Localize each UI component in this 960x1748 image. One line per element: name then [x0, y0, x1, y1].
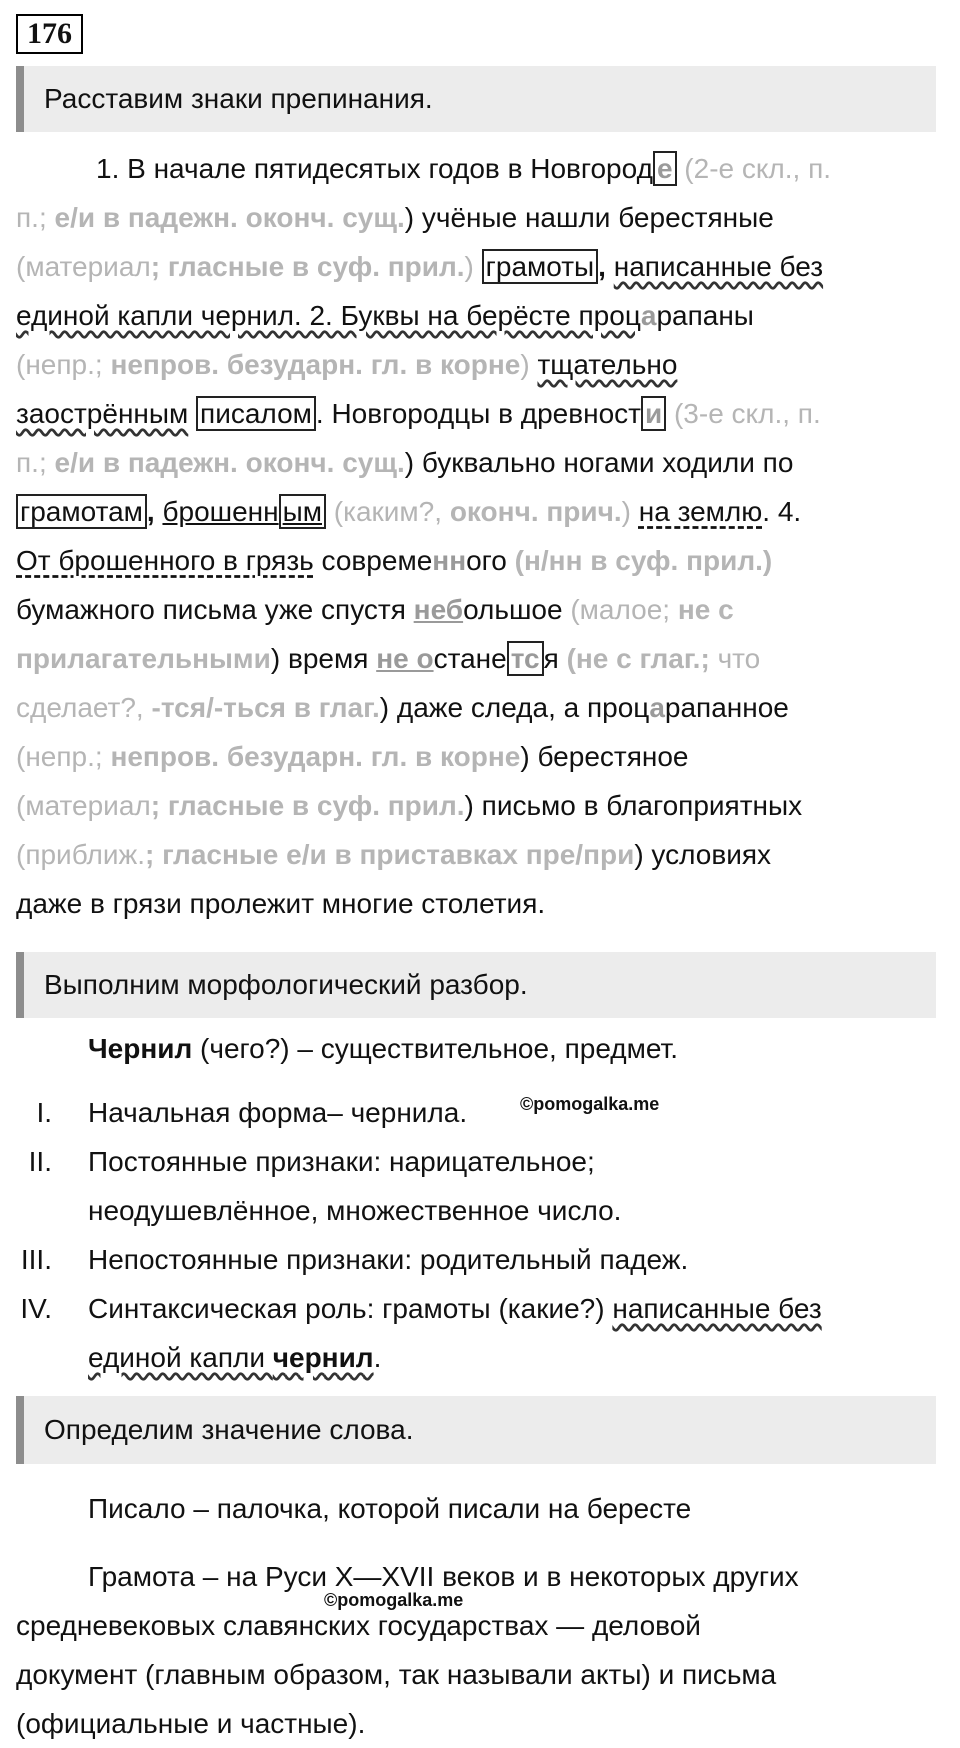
text-line-16: даже в грязи пролежит многие столетия.	[16, 888, 546, 919]
text-line-1: 1. В начале пятидесятых годов в Новгород е (2-е скл., п.	[96, 153, 832, 184]
item-text-4: Синтаксическая роль: грамоты (какие?) написанные без	[88, 1293, 822, 1324]
text-line-8: грамотам , брошенн ым (каким?, оконч. прич.) на землю. 4.	[16, 487, 946, 536]
text-line-7: п.; е/и в падежн. оконч. сущ.) буквально ногами ходили по	[16, 447, 794, 478]
section-header-punctuation: Расставим знаки препинания.	[16, 66, 936, 132]
item-num-4: IV.	[20, 1293, 52, 1324]
text-line-6: заострённым писалом . Новгородцы в древност и (3-е скл., п.	[16, 398, 821, 429]
definition-gramota-1: Грамота – на Руси X—XVII веков и в некоторых других	[88, 1561, 799, 1592]
text-line-5: (непр.; непров. безударн. гл. в корне) тщательно	[16, 349, 678, 380]
item-num-1: I.	[36, 1097, 52, 1128]
text-line-2: п.; е/и в падежн. оконч. сущ.) учёные нашли берестяные	[16, 202, 774, 233]
item-text-3: Непостоянные признаки: родительный падеж.	[88, 1244, 689, 1275]
text-line-4: единой капли чернил. 2. Буквы на берёсте процарапаны	[16, 300, 754, 331]
text-line-9: От брошенного в грязь современного (н/нн в суф. прил.)	[16, 545, 773, 576]
item-num-2: II.	[28, 1146, 52, 1177]
task-number: 176	[16, 14, 83, 54]
definition-gramota-3: документ (главным образом, так называли акты) и письма	[16, 1659, 777, 1690]
section-header-morphology: Выполним морфологический разбор.	[16, 952, 936, 1018]
definition-gramota-2: средневековых славянских государствах — деловой	[16, 1610, 701, 1641]
definition-gramota-4: (официальные и частные).	[16, 1708, 366, 1739]
text-line-13: (непр.; непров. безударн. гл. в корне) берестяное	[16, 741, 689, 772]
item-text-4b: единой капли чернил.	[88, 1342, 382, 1373]
watermark-1: ©pomogalka.me	[520, 1094, 660, 1114]
item-text-1: Начальная форма– чернила.	[88, 1097, 468, 1128]
watermark-2: ©pomogalka.me	[324, 1590, 464, 1610]
definition-pisalo: Писало – палочка, которой писали на бересте	[88, 1493, 692, 1524]
section-header-meaning: Определим значение слова.	[16, 1396, 936, 1464]
text-line-14: (материал; гласные в суф. прил.) письмо в благоприятных	[16, 790, 803, 821]
item-text-2b: неодушевлённое, множественное число.	[88, 1195, 622, 1226]
exercise-text	[16, 144, 946, 928]
text-line-15: (приближ.; гласные е/и в приставках пре/при) условиях	[16, 839, 772, 870]
item-num-3: III.	[20, 1244, 52, 1275]
text-line-3: (материал; гласные в суф. прил.) грамоты , написанные без	[16, 251, 824, 282]
text-line-10: бумажного письма уже спустя небольшое (малое; не с	[16, 594, 734, 625]
text-line-12: сделает?, -тся/-ться в глаг.) даже следа, а процарапанное	[16, 692, 789, 723]
text-line-11: прилагательными) время не остане тс я (не с глаг.; что	[16, 643, 761, 674]
morphology-intro: Чернил (чего?) – существительное, предмет.	[88, 1033, 679, 1064]
item-text-2: Постоянные признаки: нарицательное;	[88, 1146, 595, 1177]
subject-gramoty: грамоты	[482, 249, 599, 284]
